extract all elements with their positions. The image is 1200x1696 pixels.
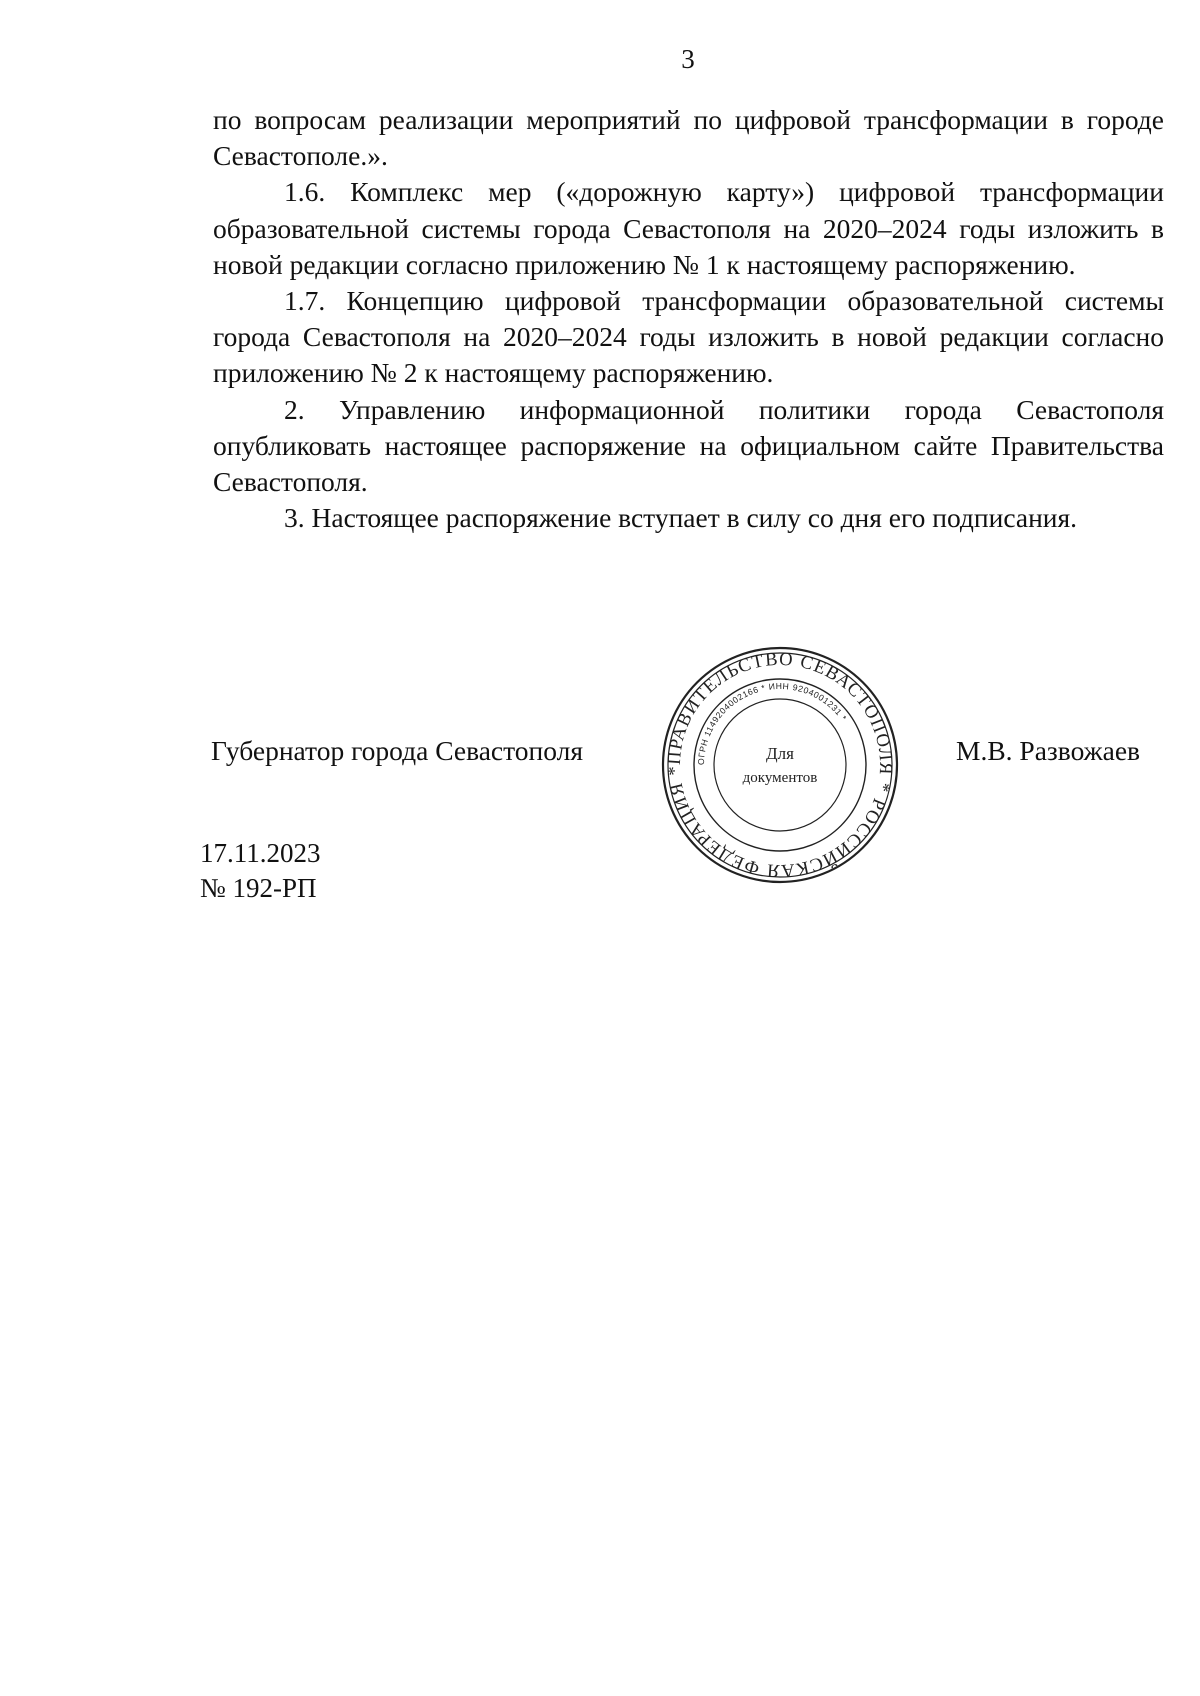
seal-center-line-2: документов	[742, 770, 818, 786]
paragraph-1-6: 1.6. Комплекс мер («дорожную карту») цифровой трансформации образовательной системы города Севастополя на 2020–2024 годы изложить в новой редакции согласно приложению № 1 к настоящему распоряжению.	[213, 176, 1164, 280]
signatory-title: Губернатор города Севастополя	[211, 735, 583, 766]
document-body	[213, 102, 1164, 536]
seal-center-line-1: Для	[766, 744, 794, 763]
paragraph-1-7: 1.7. Концепцию цифровой трансформации образовательной системы города Севастополя на 2020–2024 годы изложить в новой редакции согласно приложению № 2 к настоящему распоряжению.	[213, 285, 1164, 389]
seal-inner-text: ОГРН 1149204002166 * ИНН 9204001231 *	[695, 680, 849, 766]
official-seal	[660, 645, 900, 885]
document-date: 17.11.2023	[200, 838, 321, 868]
paragraph-continuation: по вопросам реализации мероприятий по цифровой трансформации в городе Севастополе.».	[213, 104, 1164, 172]
seal-outer-text: ПРАВИТЕЛЬСТВО СЕВАСТОПОЛЯ * РОССИЙСКАЯ ФЕДЕРАЦИЯ *	[664, 649, 896, 881]
signatory-name: М.В. Развожаев	[956, 735, 1141, 766]
document-number: № 192-РП	[200, 873, 317, 903]
paragraph-2: 2. Управлению информационной политики города Севастополя опубликовать настоящее распоряжение на официальном сайте Правительства Севастополя.	[213, 393, 1164, 498]
paragraph-3: 3. Настоящее распоряжение вступает в силу со дня его подписания.	[284, 502, 1078, 534]
page-number: 3	[681, 44, 695, 74]
